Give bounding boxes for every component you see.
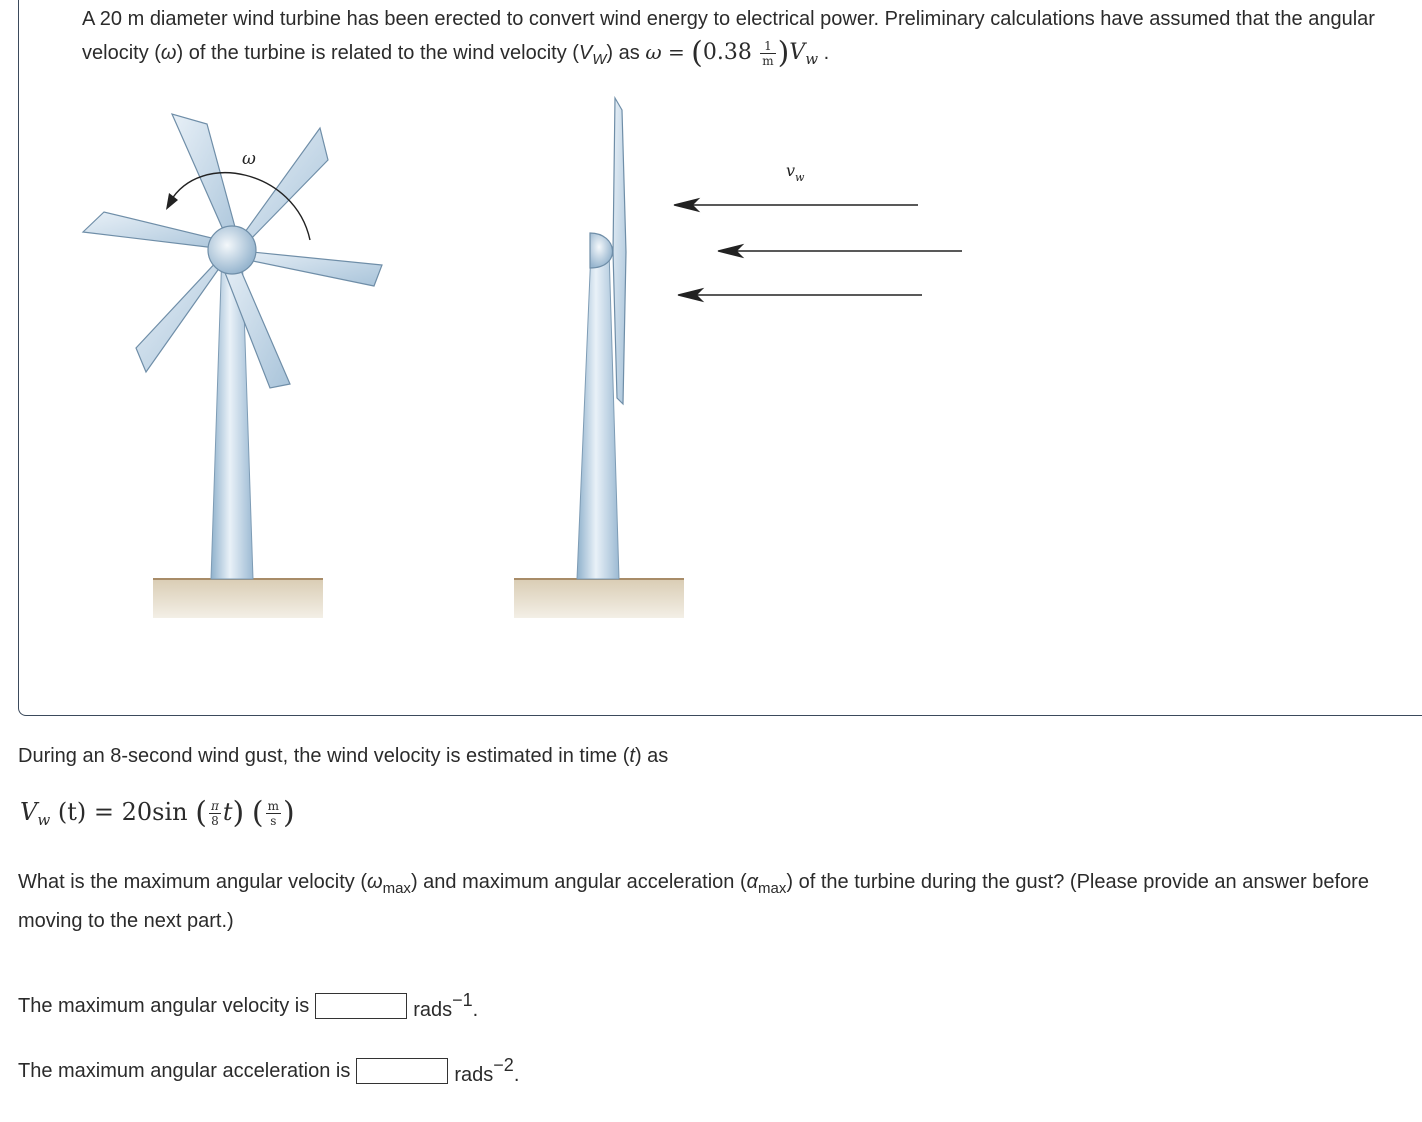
ground-side: [514, 578, 684, 618]
side-view-turbine: [514, 98, 962, 618]
max-angular-velocity-input[interactable]: [315, 993, 407, 1019]
wind-arrows: [674, 199, 962, 301]
unit-fraction: $\frac{1}{m}$: [762, 39, 774, 68]
ground-front: [153, 578, 323, 618]
intro-text: ) of the turbine is related to the wind velocity (: [176, 42, 579, 64]
omega-formula: ω = (0.38 $\frac{1}{m}$ )$V_w$: [645, 35, 819, 71]
intro-text: ) as: [606, 42, 646, 64]
rotation-arrowhead: [166, 193, 178, 210]
hub-front: [208, 226, 256, 274]
vw-symbol: V: [578, 42, 593, 64]
gust-description: During an 8-second wind gust, the wind velocity is estimated in time (t) as: [18, 745, 669, 767]
formula-lhs: ω =: [645, 40, 685, 64]
wind-velocity-equation: $V_w$ (t) = 20sin ( $\frac{\pi}{8}$ t) ( $\frac{m}{s}$ ): [20, 795, 295, 831]
velocity-unit: rads$^{-1}$.: [413, 990, 479, 1021]
max-angular-acceleration-input[interactable]: [356, 1058, 448, 1084]
problem-intro: [82, 3, 1402, 76]
acceleration-label: The maximum angular acceleration is: [18, 1059, 351, 1082]
question-text: What is the maximum angular velocity $(\omega_{max})$ and maximum angular acceleration $(\alpha_{max})$ of the turbine during the gust? (Please provide an answer before moving to the next part.): [18, 871, 1369, 932]
omega-symbol: ω: [160, 42, 177, 64]
formula-var: V: [789, 40, 806, 65]
formula-coefficient: 0.38: [702, 40, 752, 65]
wind-turbine-figure: [70, 90, 990, 630]
velocity-answer-row: [18, 990, 478, 1022]
vw-subscript: W: [592, 51, 607, 68]
velocity-label: The maximum angular velocity is: [18, 994, 310, 1017]
front-view-turbine: [83, 114, 382, 618]
omega-label: ω: [242, 149, 256, 169]
acceleration-answer-row: [18, 1055, 519, 1087]
wind-velocity-label: $v_w$: [786, 161, 805, 184]
tower-side: [577, 250, 619, 579]
blade-side: [613, 98, 626, 404]
intro-text: A 20 m diameter wind turbine has been erected to convert wind energy to electrical power. Preliminary calculations have assumed that the angular velocity (: [82, 8, 1375, 64]
intro-text: .: [818, 42, 830, 64]
acceleration-unit: rads$^{-2}$.: [454, 1055, 520, 1086]
